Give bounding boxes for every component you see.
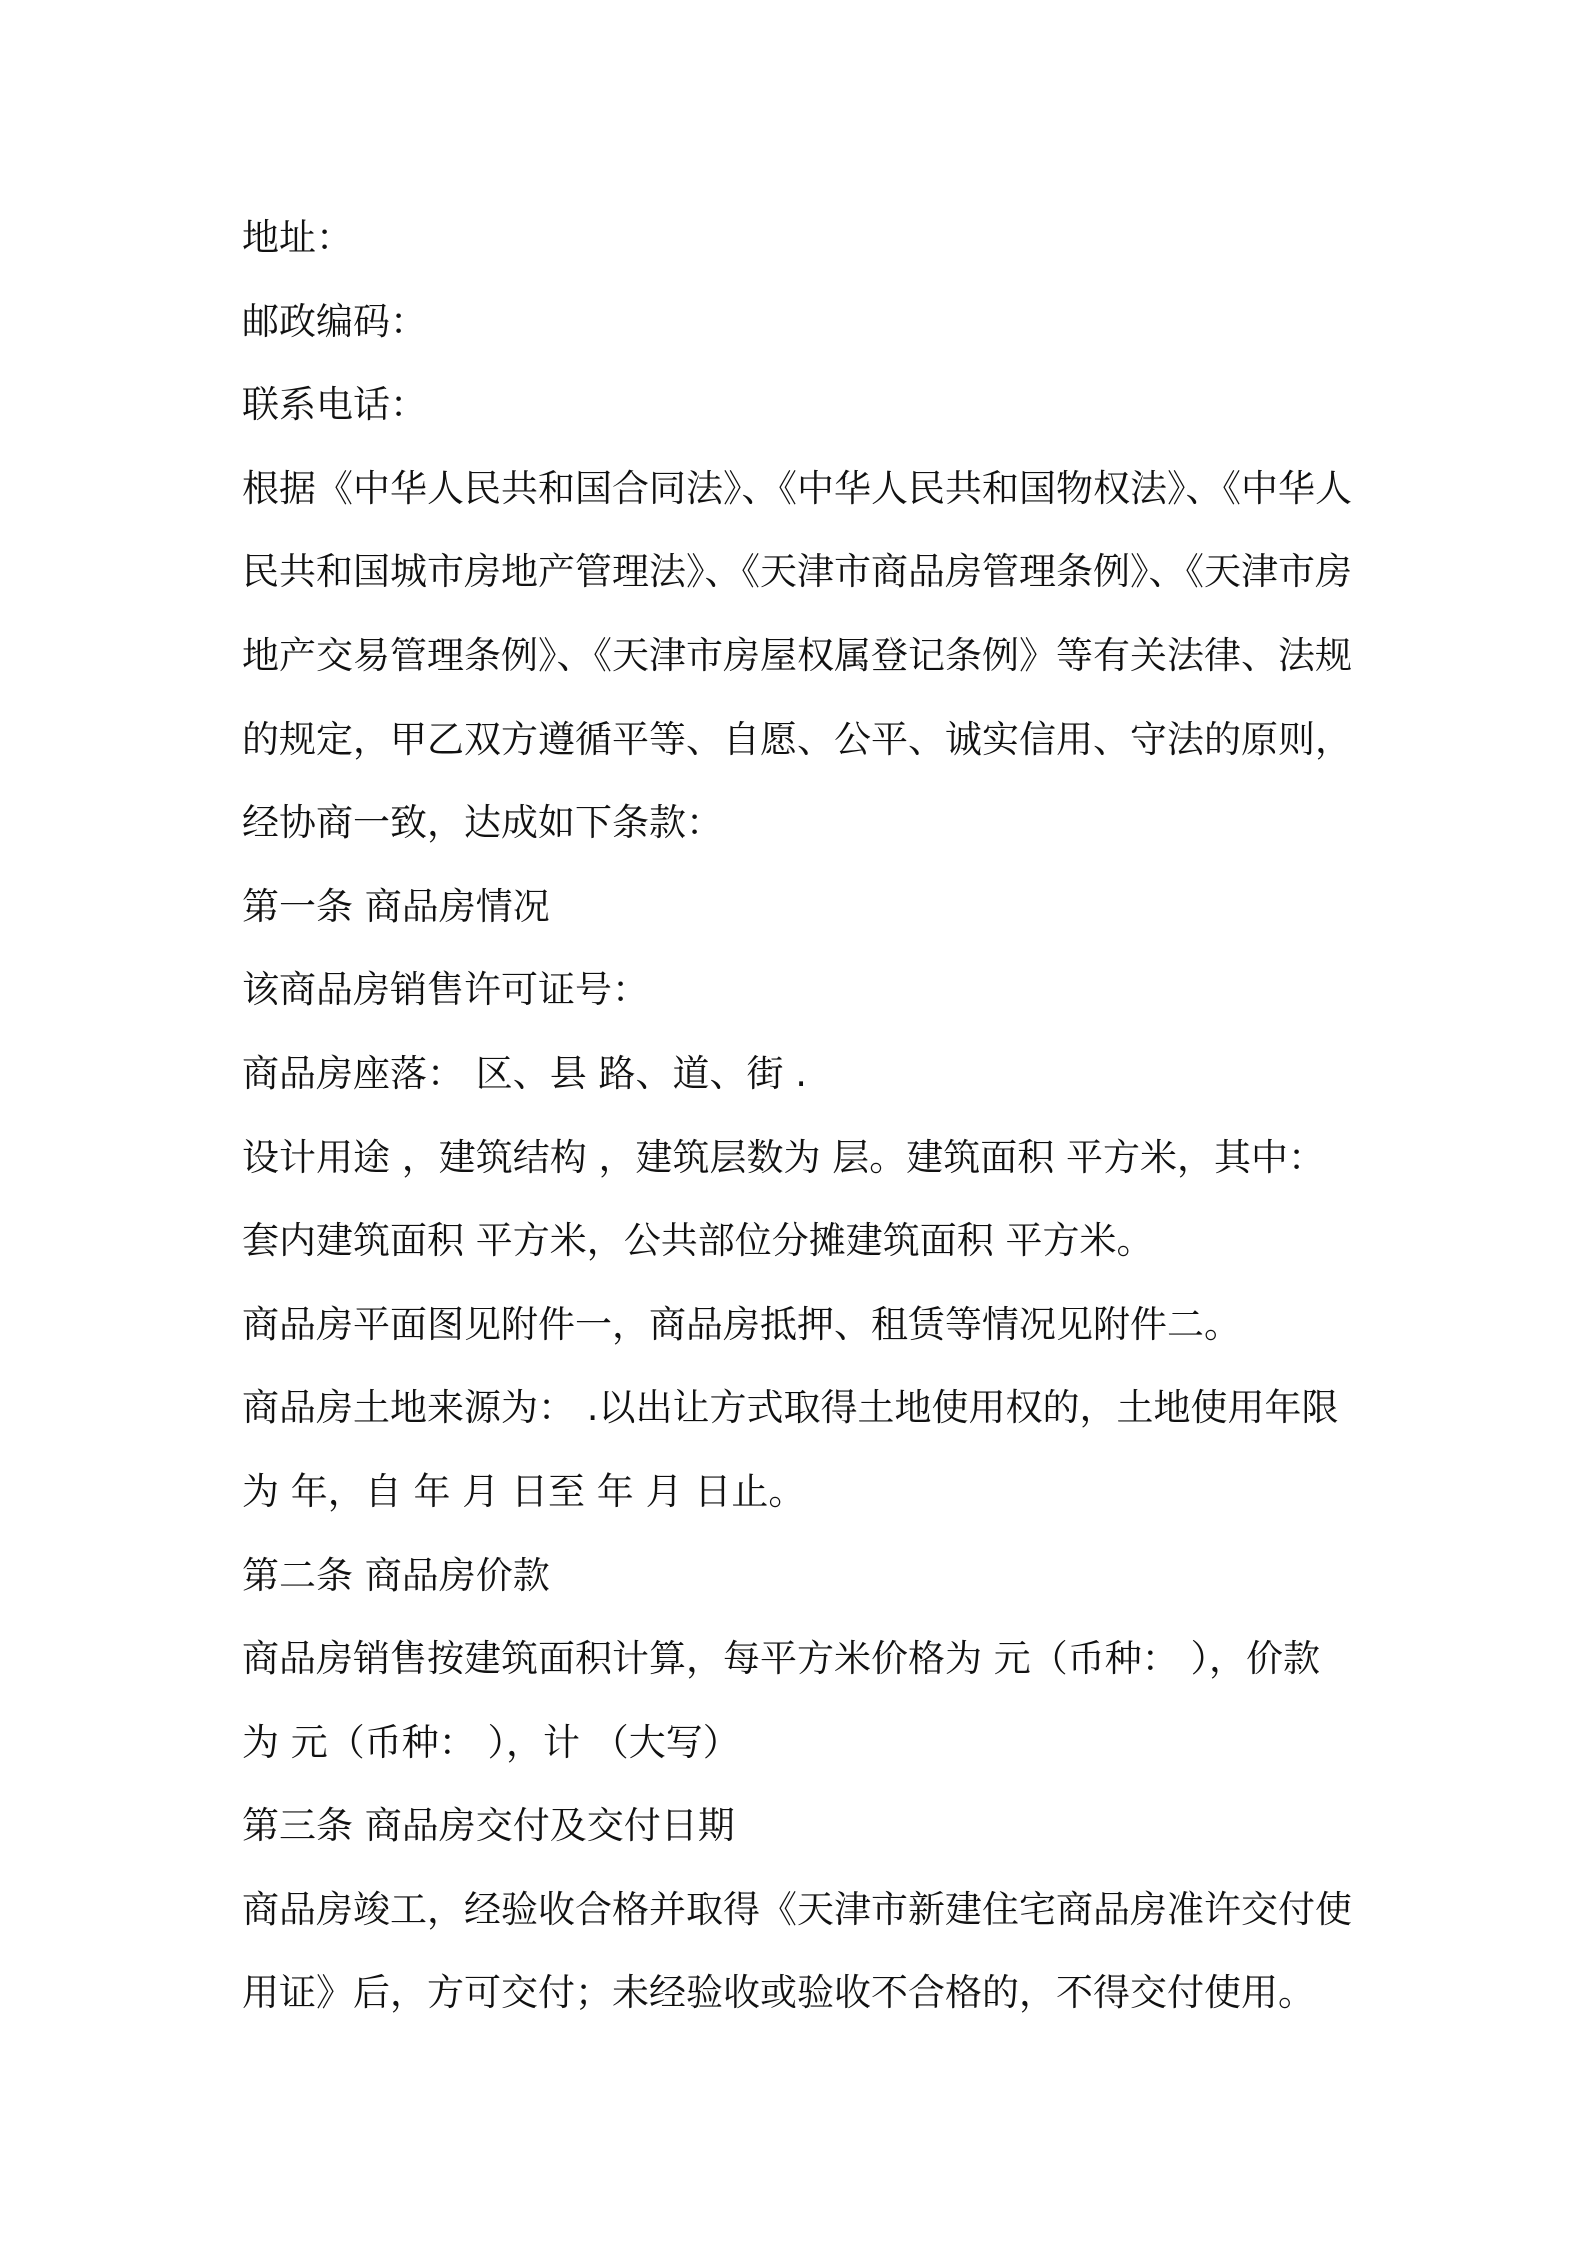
- preamble-line: 经协商一致，达成如下条款：: [242, 801, 723, 845]
- preamble-line: 民共和国城市房地产管理法》、《天津市商品房管理条例》、《天津市房: [242, 550, 1352, 594]
- preamble-line: 的规定，甲乙双方遵循平等、自愿、公平、诚实信用、守法的原则，: [242, 717, 1352, 761]
- article-1-line: 商品房座落： 区、县 路、道、街 .: [242, 1051, 808, 1095]
- article-3-line: 用证》后，方可交付；未经验收或验收不合格的，不得交付使用。: [242, 1971, 1315, 2015]
- article-1-line: 商品房土地来源为： .以出让方式取得土地使用权的，土地使用年限: [242, 1386, 1339, 1430]
- document-body: [242, 196, 1362, 2035]
- article-3-line: 商品房竣工，经验收合格并取得《天津市新建住宅商品房准许交付使: [242, 1887, 1352, 1931]
- article-2-line: 商品房销售按建筑面积计算，每平方米价格为 元（币种： ），价款: [242, 1637, 1321, 1681]
- article-1-line: 商品房平面图见附件一，商品房抵押、租赁等情况见附件二。: [242, 1302, 1241, 1346]
- preamble-line: 根据《中华人民共和国合同法》、《中华人民共和国物权法》、《中华人: [242, 466, 1352, 510]
- article-1-line: 为 年，自 年 月 日至 年 月 日止。: [242, 1469, 806, 1513]
- article-1-line: 设计用途 ，建筑结构 ，建筑层数为 层。建筑面积 平方米，其中：: [242, 1135, 1326, 1179]
- article-1-heading: 第一条 商品房情况: [242, 884, 550, 928]
- postal-code-line: 邮政编码：: [242, 299, 427, 343]
- preamble-line: 地产交易管理条例》、《天津市房屋权属登记条例》等有关法律、法规: [242, 633, 1352, 677]
- article-2-line: 为 元（币种： ），计 （大写）: [242, 1720, 740, 1764]
- article-1-line: 套内建筑面积 平方米，公共部位分摊建筑面积 平方米。: [242, 1219, 1154, 1263]
- address-line: 地址：: [242, 216, 353, 259]
- phone-line: 联系电话：: [242, 383, 427, 427]
- article-1-line: 该商品房销售许可证号：: [242, 968, 649, 1012]
- article-2-heading: 第二条 商品房价款: [242, 1553, 550, 1597]
- article-3-heading: 第三条 商品房交付及交付日期: [242, 1804, 735, 1848]
